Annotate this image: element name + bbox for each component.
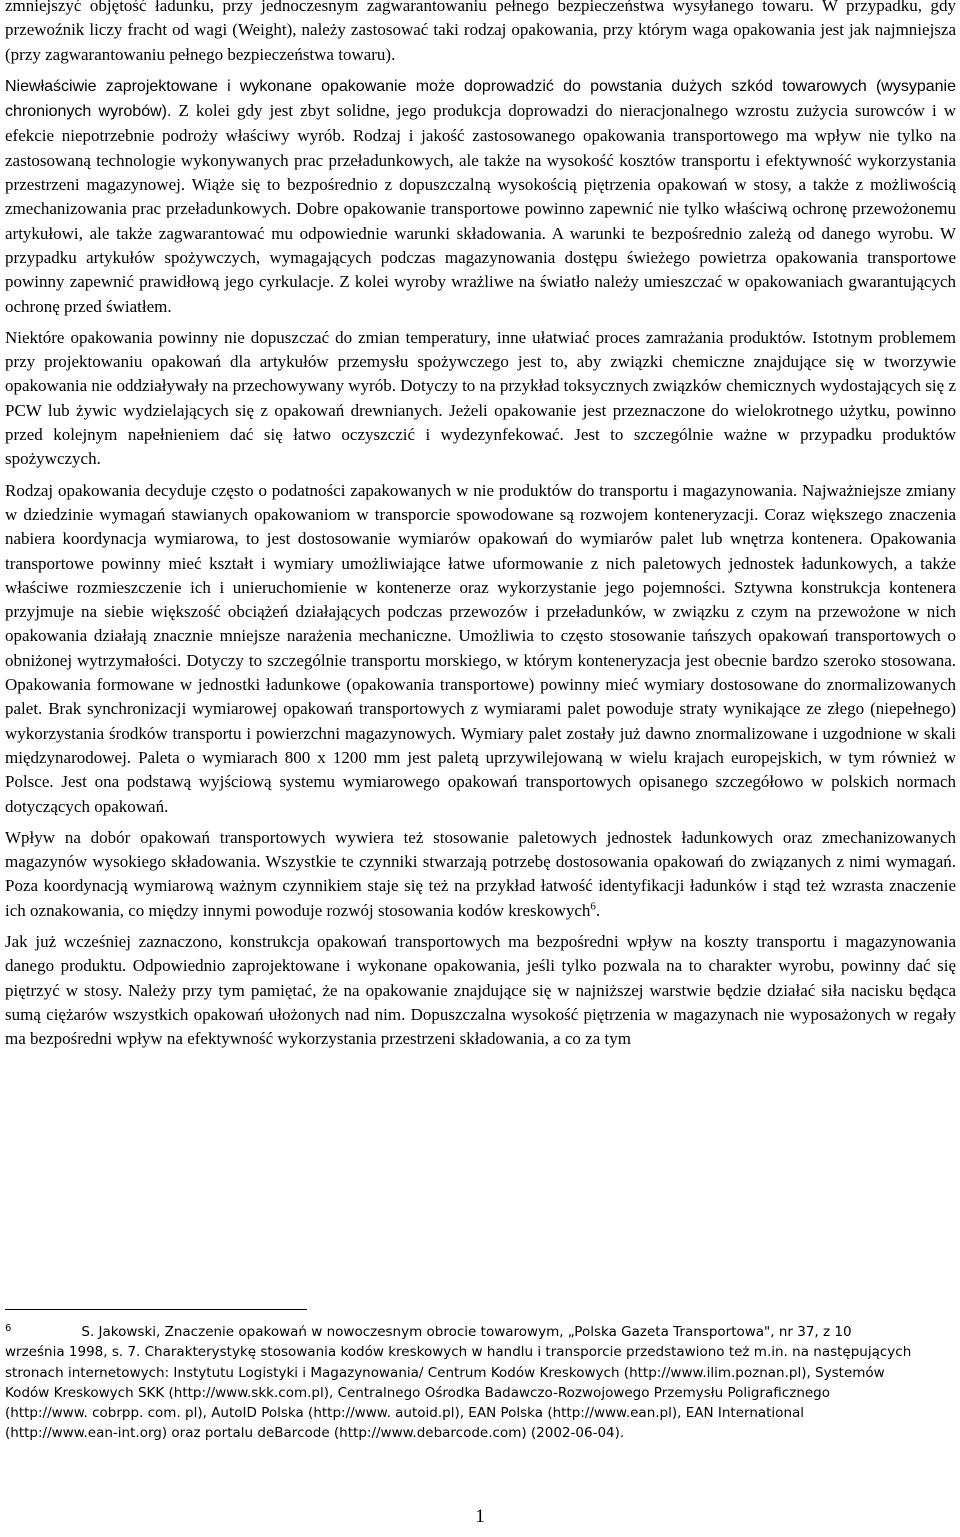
paragraph-1-text: zmniejszyć objętość ładunku, przy jednoczesnym zagwarantowaniu pełnego bezpieczeństwa wysyłanego towaru. W przypadku, gdy przewoźnik liczy fracht od wagi (Weight), należy zastosować taki rodzaj opakowania, przy którym waga opakowania jest jak najmniejsza (przy zagwarantowaniu pełnego bezpieczeństwa towaru). bbox=[5, 0, 956, 64]
paragraph-2-sans-text: Niewłaściwie zaprojektowane i wykonane opakowanie może doprowadzić do powstania dużych szkód towarowych (wysypanie chronionych wyrobów). bbox=[5, 77, 956, 121]
paragraph-6-text: Jak już wcześniej zaznaczono, konstrukcja opakowań transportowych ma bezpośredni wpływ na koszty transportu i magazynowania danego produktu. Odpowiednio zaprojektowane i wykonane opakowania, jeśli tylko pozwala na to charakter wyrobu, powinny dać się piętrzyć w stosy. Należy przy tym pamiętać, że na opakowanie znajdujące się w najniższej warstwie będzie działać siła nacisku będąca sumą ciężarów wszystkich opakowań ułożonych nad nim. Dopuszczalna wysokość piętrzenia w magazynach nie wyposażonych w regały ma bezpośredni wpływ na efektywność wykorzystania przestrzeni składowania, a co za tym bbox=[5, 931, 956, 1049]
footnote-reference[interactable]: 6 bbox=[590, 900, 596, 913]
paragraph-3 bbox=[5, 326, 956, 472]
footnote-text: S. Jakowski, Znaczenie opakowań w nowoczesnym obrocie towarowym, „Polska Gazeta Transportowa", nr 37, z 10 września 1998, s. 7. Charakterystykę stosowania kodów kreskowych w handlu i transporcie przedstawiono też m.in. na następujących stronach internetowych: Instytutu Logistyki i Magazynowania/ Centrum Kodów Kreskowych (http://www.ilim.poznan.pl), Systemów Kodów Kreskowych SKK (http://www.skk.com.pl), Centralnego Ośrodka Badawczo-Rozwojowego Przemysłu Poligraficznego (http://www. cobrpp. com. pl), AutoID Polska (http://www. autoid.pl), EAN Polska (http://www.ean.pl), EAN International (http://www.ean-int.org) oraz portalu deBarcode (http://www.debarcode.com) (2002-06-04). bbox=[5, 1324, 912, 1442]
paragraph-2-text: Z kolei gdy jest zbyt solidne, jego produkcja doprowadzi do nieracjonalnego wzrostu zużycia surowców i w efekcie niepotrzebnie podroży właściwy wyrób. Rodzaj i jakość zastosowanego opakowania transportowego ma wpływ nie tylko na zastosowaną technologie wykonywanych prac przeładunkowych, ale także na wysokość kosztów transportu i efektywność wykorzystania przestrzeni magazynowej. Wiąże się to bezpośrednio z dopuszczalną wysokością piętrzenia opakowań w stosy, a także z możliwością zmechanizowania prac przeładunkowych. Dobre opakowanie transportowe powinno zapewnić nie tylko właściwą ochronę przewożonemu artykułowi, ale także zagwarantować mu odpowiednie warunki składowania. A warunki te bezpośrednio zależą od danego wyrobu. W przypadku artykułów spożywczych, wymagających podczas magazynowania dostępu świeżego powietrza opakowania transportowe powinny zapewnić prawidłową jego cyrkulacje. Z kolei wyroby wrażliwe na światło należy umieszczać w opakowaniach gwarantujących ochronę przed światłem. bbox=[5, 101, 957, 316]
paragraph-5 bbox=[5, 826, 956, 923]
body-text bbox=[5, 0, 956, 1058]
paragraph-5-text: Wpływ na dobór opakowań transportowych wywiera też stosowanie paletowych jednostek ładunkowych oraz zmechanizowanych magazynów wysokiego składowania. Wszystkie te czynniki stwarzają potrzebę dostosowania opakowań do związanych z nimi wymagań. Poza koordynacją wymiarową ważnym czynnikiem staje się też na przykład łatwość identyfikacji ładunków i stąd też wzrasta znaczenie ich oznakowania, co między innymi powoduje rozwój stosowania kodów kreskowych bbox=[5, 827, 956, 920]
paragraph-3-text: Niektóre opakowania powinny nie dopuszczać do zmian temperatury, inne ułatwiać proces zamrażania produktów. Istotnym problemem przy projektowaniu opakowań dla artykułów przemysłu spożywczego jest to, aby związki chemiczne znajdujące się w tworzywie opakowania nie oddziaływały na przechowywany wyrób. Dotyczy to na przykład toksycznych związków chemicznych wydostających się z PCW lub żywic wydzielających się z opakowań drewnianych. Jeżeli opakowanie jest przeznaczone do wielokrotnego użytku, powinno przed kolejnym napełnieniem dać się łatwo oczyszczić i wydezynfekować. Jest to szczególnie ważne w przypadku produktów spożywczych. bbox=[5, 327, 956, 469]
paragraph-4-text: Rodzaj opakowania decyduje często o podatności zapakowanych w nie produktów do transportu i magazynowania. Najważniejsze zmiany w dziedzinie wymagań stawianych opakowaniom w transporcie spowodowane są rozwojem konteneryzacji. Coraz większego znaczenia nabiera koordynacja wymiarowa, to jest dostosowanie wymiarów opakowań do wymiarów palet lub wnętrza kontenera. Opakowania transportowe powinny mieć kształt i wymiary umożliwiające łatwe uformowanie z nich paletowych jednostek ładunkowych, a także właściwe rozmieszczenie ich i unieruchomienie w kontenerze oraz wykorzystanie jego pojemności. Sztywna konstrukcja kontenera przyjmuje na siebie większość obciążeń działających podczas przewozów i przeładunków, w związku z czym na przewożone w nich opakowania działają znacznie mniejsze narażenia mechaniczne. Umożliwia to często stosowanie tańszych opakowań transportowych o obniżonej wytrzymałości. Dotyczy to szczególnie transportu morskiego, w którym konteneryzacja jest obecnie bardzo szeroko stosowana. Opakowania formowane w jednostki ładunkowe (opakowania transportowe) powinny mieć wymiary dostosowane do znormalizowanych palet. Brak synchronizacji wymiarowej opakowań transportowych z wymiarami palet powoduje straty wynikające ze złego (niepełnego) wykorzystania środków transportu i powierzchni magazynowych. Wymiary palet zostały już dawno znormalizowane i uzgodnione w skali międzynarodowej. Paleta o wymiarach 800 x 1200 mm jest paletą uprzywilejowaną w wielu krajach europejskich, w tym również w Polsce. Jest ona podstawą wyjściową systemu wymiarowego opakowań transportowych opisanego szczegółowo w polskich normach dotyczących opakowań. bbox=[5, 480, 956, 816]
paragraph-6 bbox=[5, 930, 956, 1051]
paragraph-5-tail: . bbox=[595, 900, 601, 920]
page-number: 1 bbox=[475, 1506, 485, 1527]
footnote bbox=[5, 1322, 915, 1444]
paragraph-2 bbox=[5, 74, 956, 319]
paragraph-1 bbox=[5, 0, 956, 67]
footnote-mark: 6 bbox=[5, 1322, 12, 1334]
paragraph-4 bbox=[5, 479, 956, 819]
footnote-separator bbox=[5, 1309, 307, 1310]
